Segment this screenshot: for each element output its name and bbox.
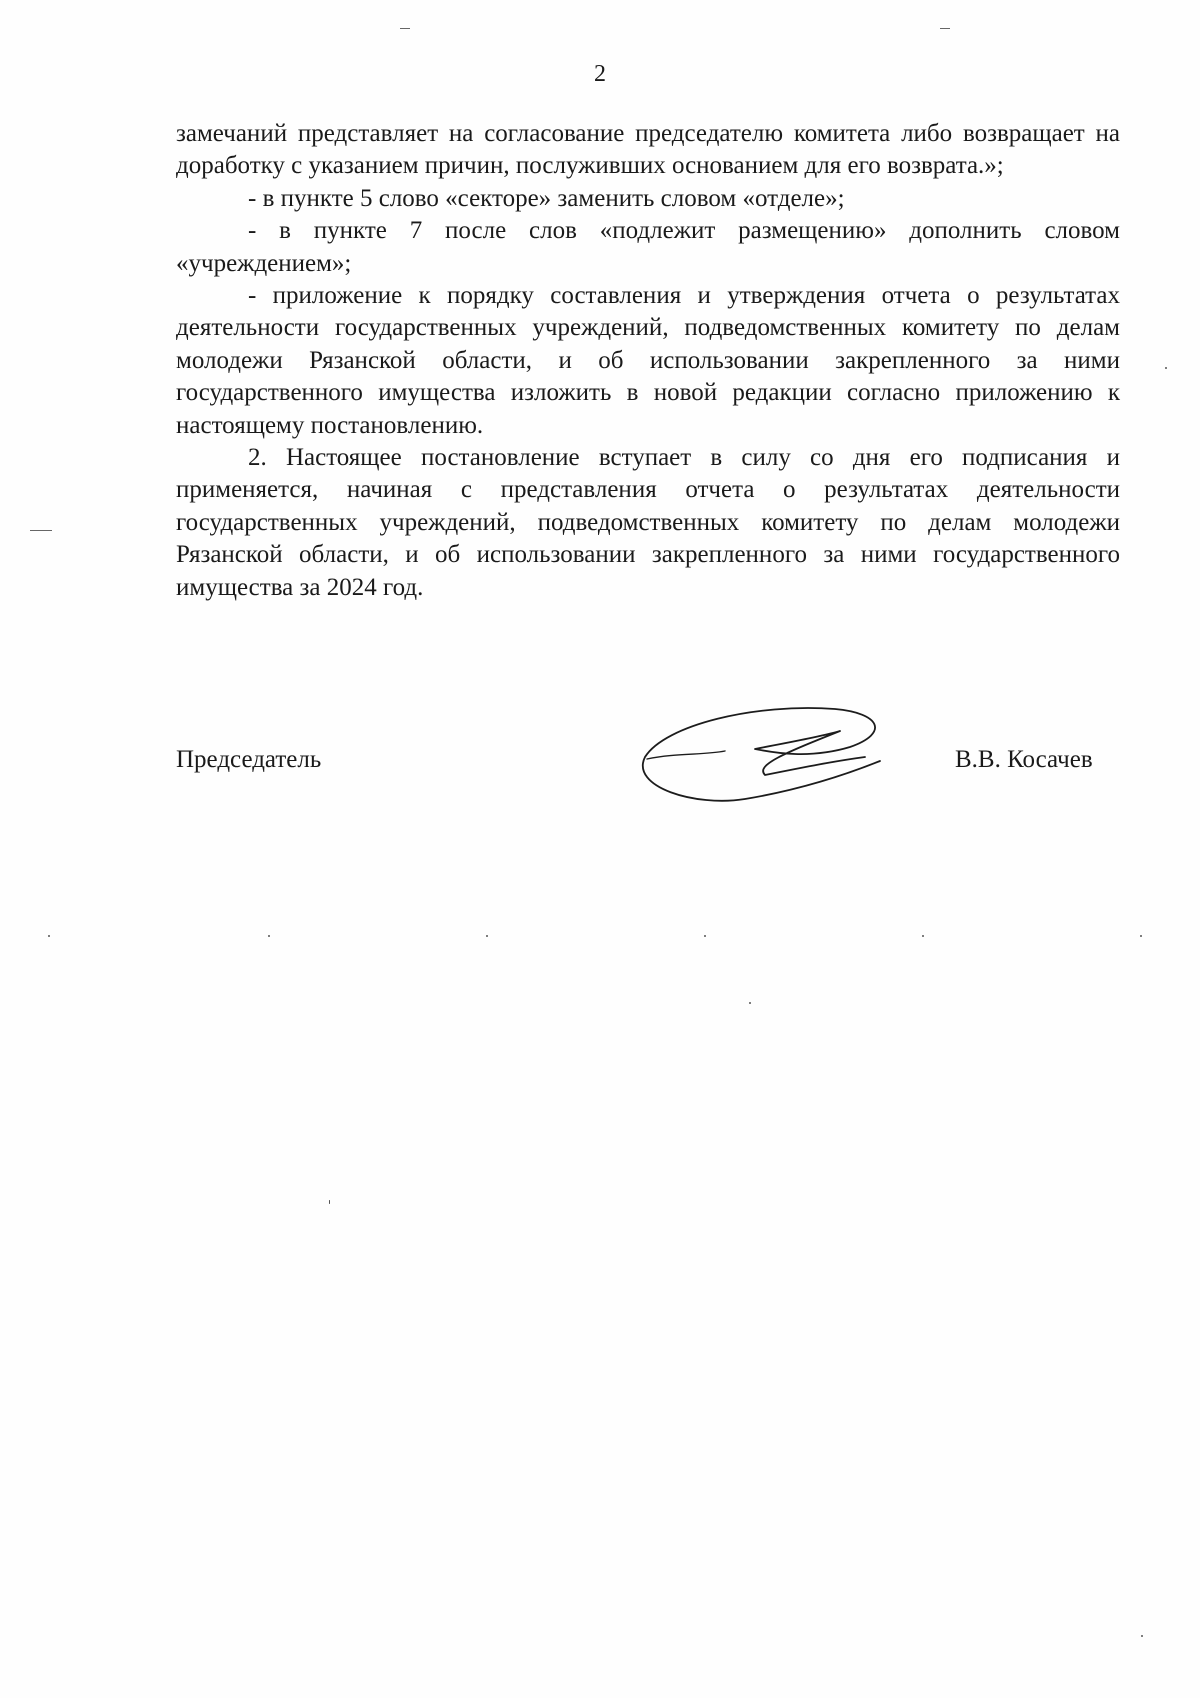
scan-mark [940, 28, 950, 29]
signatory-title: Председатель [176, 746, 322, 773]
scan-speck [922, 935, 924, 937]
scan-mark [30, 530, 52, 531]
scan-speck [486, 935, 488, 937]
scan-speck [704, 935, 706, 937]
document-body [176, 118, 1120, 604]
scan-speck [1141, 1635, 1143, 1637]
scan-speck [48, 935, 50, 937]
scan-speck [329, 1200, 330, 1204]
paragraph-item-sector: - в пункте 5 слово «секторе» заменить словом «отделе»; [248, 184, 845, 212]
paragraph-item-point-7: - в пункте 7 после слов «подлежит размещению» дополнить словом «учреждением»; [176, 217, 1120, 277]
paragraph-effective-date: 2. Настоящее постановление вступает в силу со дня его подписания и применяется, начиная с представления отчета о результатах деятельности государственных учреждений, подведомственных комитету по делам молодежи Рязанской области, и об использовании закрепленного за ними государственного имущества за 2024 год. [176, 444, 1120, 601]
scan-speck [268, 935, 270, 937]
scan-speck [1165, 367, 1167, 369]
page-number: 2 [594, 61, 606, 87]
paragraph-item-appendix: - приложение к порядку составления и утверждения отчета о результатах деятельности государственных учреждений, подведомственных комитету по делам молодежи Рязанской области, и об использовании закрепленного за ними государственного имущества изложить в новой редакции согласно приложению к настоящему постановлению. [176, 282, 1120, 439]
paragraph-continuation: замечаний представляет на согласование председателю комитета либо возвращает на доработку с указанием причин, послуживших основанием для его возврата.»; [176, 120, 1120, 180]
scan-speck [1140, 935, 1142, 937]
scan-speck [749, 1002, 751, 1004]
signatory-name: В.В. Косачев [955, 746, 1093, 773]
scan-mark [400, 28, 410, 29]
handwritten-signature-icon [635, 695, 905, 815]
